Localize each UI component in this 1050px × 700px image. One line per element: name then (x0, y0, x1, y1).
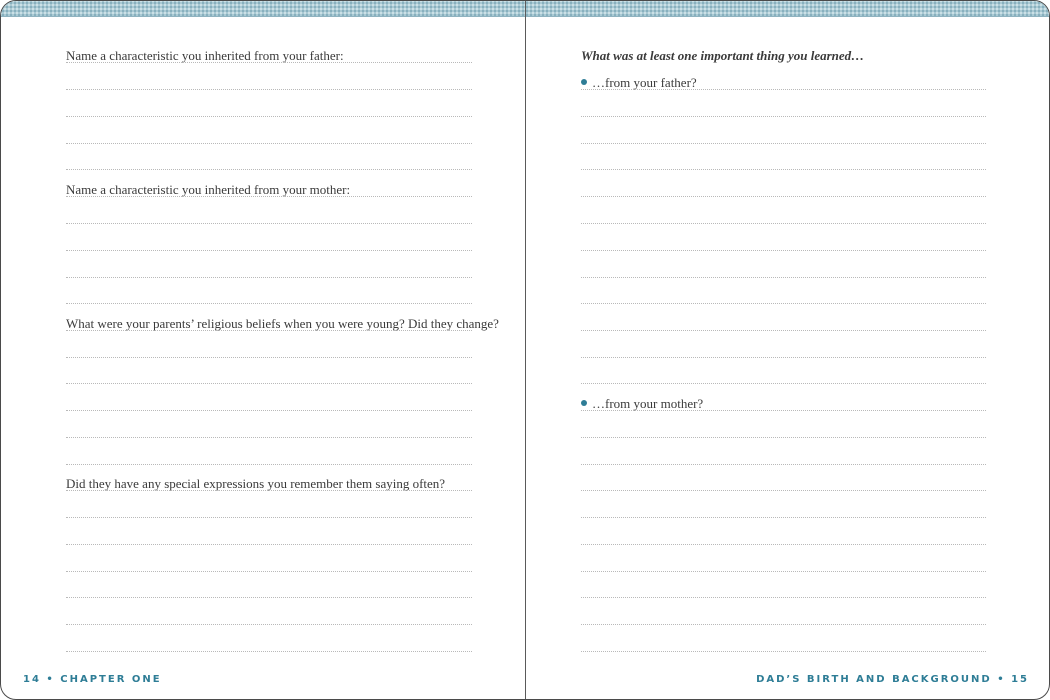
writing-line[interactable] (581, 597, 986, 598)
writing-line[interactable] (581, 357, 986, 358)
writing-line[interactable] (581, 517, 986, 518)
writing-line[interactable] (66, 303, 472, 304)
writing-line[interactable] (581, 571, 986, 572)
writing-line[interactable] (66, 116, 472, 117)
writing-line[interactable] (581, 116, 986, 117)
writing-line[interactable] (66, 464, 472, 465)
bullet-dot-icon (581, 400, 587, 406)
prompt-father-characteristic: Name a characteristic you inherited from your father: (66, 48, 344, 63)
writing-line[interactable] (66, 223, 472, 224)
writing-line[interactable] (581, 490, 986, 491)
writing-line[interactable] (581, 169, 986, 170)
writing-line[interactable] (581, 624, 986, 625)
writing-line[interactable] (66, 571, 472, 572)
writing-line[interactable] (66, 89, 472, 90)
writing-line[interactable] (66, 544, 472, 545)
writing-line[interactable] (581, 223, 986, 224)
writing-line[interactable] (66, 330, 472, 331)
right-page-footer: DAD’S BIRTH AND BACKGROUND • 15 (756, 674, 1029, 685)
writing-line[interactable] (66, 277, 472, 278)
writing-line[interactable] (66, 143, 472, 144)
prompt-mother-characteristic: Name a characteristic you inherited from your mother: (66, 182, 351, 197)
writing-line[interactable] (581, 330, 986, 331)
writing-line[interactable] (581, 303, 986, 304)
writing-line[interactable] (581, 277, 986, 278)
writing-line[interactable] (66, 490, 472, 491)
bullet-label: …from your mother? (592, 396, 704, 411)
writing-line[interactable] (66, 651, 472, 652)
writing-line[interactable] (581, 250, 986, 251)
writing-line[interactable] (66, 410, 472, 411)
writing-line[interactable] (66, 624, 472, 625)
writing-line[interactable] (581, 651, 986, 652)
writing-line[interactable] (66, 383, 472, 384)
prompt-special-expressions: Did they have any special expressions you remember them saying often? (66, 476, 446, 491)
writing-line[interactable] (66, 169, 472, 170)
writing-line[interactable] (66, 357, 472, 358)
right-page (581, 1, 986, 699)
writing-line[interactable] (581, 89, 986, 90)
left-page (66, 1, 499, 699)
writing-line[interactable] (581, 143, 986, 144)
left-page-footer: 14 • CHAPTER ONE (23, 674, 162, 685)
writing-line[interactable] (66, 62, 472, 63)
writing-line[interactable] (66, 517, 472, 518)
book-spine (525, 1, 526, 699)
writing-line[interactable] (581, 544, 986, 545)
writing-line[interactable] (581, 410, 986, 411)
writing-line[interactable] (581, 196, 986, 197)
prompt-religious-beliefs: What were your parents’ religious beliefs when you were young? Did they change? (66, 316, 499, 331)
writing-line[interactable] (66, 250, 472, 251)
writing-line[interactable] (66, 597, 472, 598)
bullet-dot-icon (581, 79, 587, 85)
bullet-label: …from your father? (592, 75, 697, 90)
writing-line[interactable] (581, 437, 986, 438)
writing-line[interactable] (66, 437, 472, 438)
writing-line[interactable] (66, 196, 472, 197)
learned-heading: What was at least one important thing you learned… (581, 48, 865, 63)
writing-line[interactable] (581, 383, 986, 384)
writing-line[interactable] (581, 464, 986, 465)
